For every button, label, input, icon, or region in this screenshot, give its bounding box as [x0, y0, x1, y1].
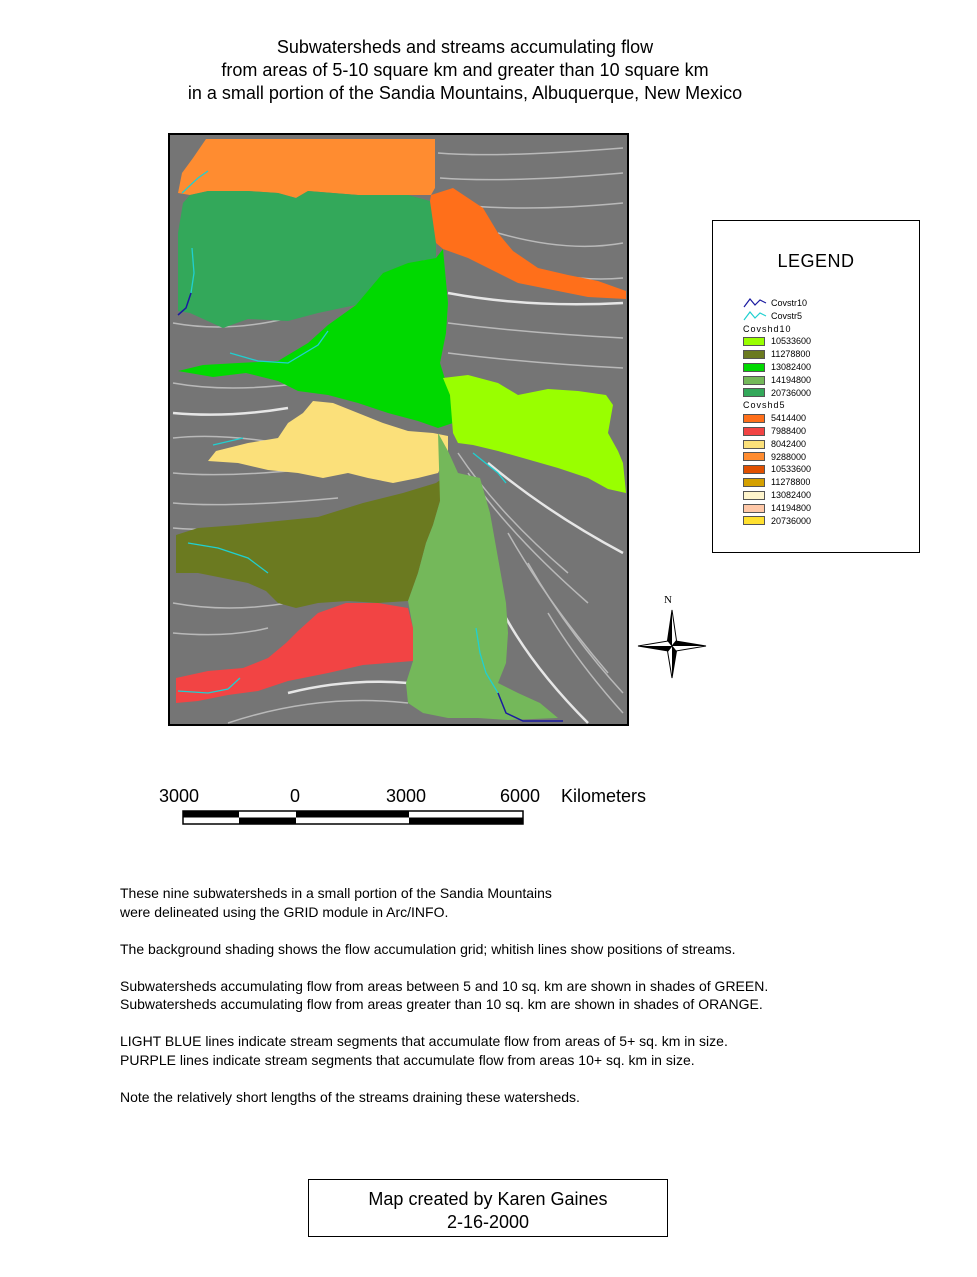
- north-arrow-icon: [636, 596, 708, 680]
- credit-box: [308, 1179, 668, 1237]
- legend-label: 11278800: [771, 477, 811, 488]
- legend-group-covshd10: Covshd10: [743, 323, 792, 334]
- stream-line-icon: [743, 297, 767, 309]
- credit-author: Map created by Karen Gaines: [368, 1189, 608, 1209]
- description: [120, 884, 768, 1125]
- color-swatch: [743, 465, 765, 474]
- legend-label: 10533600: [771, 336, 812, 347]
- legend-item: [743, 361, 811, 374]
- scale-bar: [182, 810, 524, 826]
- legend-item: [743, 515, 811, 528]
- color-swatch: [743, 376, 765, 385]
- map-frame[interactable]: [168, 133, 629, 726]
- legend-item: [743, 438, 811, 451]
- color-swatch: [743, 478, 765, 487]
- legend-label: Covstr10: [771, 298, 808, 308]
- description-line: The background shading shows the flow accumulation grid; whitish lines show positions of streams.: [120, 940, 736, 957]
- description-line: Note the relatively short lengths of the streams draining these watersheds.: [120, 1088, 580, 1105]
- legend-item-covstr5: [743, 310, 811, 323]
- scale-label-3000: 3000: [386, 786, 427, 806]
- scale-label-6000: 6000: [500, 786, 541, 806]
- legend-label: 14194800: [771, 502, 812, 513]
- subwatershed-top-orange[interactable]: [178, 139, 435, 198]
- scale-label-3000-left: 3000: [159, 786, 200, 806]
- credit-date: 2-16-2000: [446, 1212, 530, 1232]
- description-paragraph-2: [120, 940, 768, 959]
- color-swatch: [743, 414, 765, 423]
- color-swatch: [743, 504, 765, 513]
- color-swatch: [743, 452, 765, 461]
- legend-item: [743, 387, 811, 400]
- description-line: Subwatersheds accumulating flow from areas between 5 and 10 sq. km are shown in shades of GREEN.: [120, 977, 769, 994]
- legend-item: [743, 374, 811, 387]
- legend-label: 7988400: [771, 425, 807, 436]
- title-line-3: in a small portion of the Sandia Mountains, Albuquerque, New Mexico: [187, 83, 743, 103]
- north-label: N: [664, 594, 672, 606]
- description-paragraph-4: [120, 1032, 768, 1069]
- legend-item: [743, 502, 811, 515]
- legend: [712, 220, 920, 553]
- map-title: [0, 36, 930, 105]
- stream-line-icon: [743, 310, 767, 322]
- color-swatch: [743, 491, 765, 500]
- legend-item-covstr10: [743, 297, 811, 310]
- color-swatch: [743, 516, 765, 525]
- description-paragraph-5: [120, 1088, 768, 1107]
- legend-label: 8042400: [771, 438, 807, 449]
- legend-item: [743, 463, 811, 476]
- title-line-2: from areas of 5-10 square km and greater than 10 square km: [221, 60, 709, 80]
- legend-group-covshd5: Covshd5: [743, 400, 786, 411]
- description-line: LIGHT BLUE lines indicate stream segments that accumulate flow from areas of 5+ sq. km in size.: [120, 1033, 728, 1049]
- title-line-1: Subwatersheds and streams accumulating flow: [276, 37, 654, 57]
- legend-label: 20736000: [771, 387, 812, 398]
- legend-item: [743, 451, 811, 464]
- description-line: PURPLE lines indicate stream segments that accumulate flow from areas 10+ sq. km in size.: [120, 1051, 695, 1068]
- color-swatch: [743, 337, 765, 346]
- legend-label: 20736000: [771, 515, 812, 526]
- legend-label: Covstr5: [771, 310, 803, 321]
- legend-label: 9288000: [771, 451, 807, 462]
- description-paragraph-3: [120, 977, 768, 1014]
- color-swatch: [743, 350, 765, 359]
- description-paragraph-1: [120, 884, 768, 921]
- scale-label-0: 0: [290, 786, 301, 806]
- legend-item: [743, 348, 811, 361]
- legend-item: [743, 335, 811, 348]
- color-swatch: [743, 427, 765, 436]
- legend-item: [743, 489, 811, 502]
- description-line: Subwatersheds accumulating flow from areas greater than 10 sq. km are shown in shades of ORANGE.: [120, 996, 763, 1012]
- legend-label: 5414400: [771, 413, 807, 424]
- legend-item: [743, 412, 811, 425]
- color-swatch: [743, 440, 765, 449]
- legend-label: 14194800: [771, 374, 812, 385]
- color-swatch: [743, 388, 765, 397]
- legend-item: [743, 476, 811, 489]
- legend-label: 11278800: [771, 349, 811, 360]
- legend-label: 10533600: [771, 464, 812, 475]
- description-line: These nine subwatersheds in a small portion of the Sandia Mountains: [120, 885, 552, 901]
- legend-label: 13082400: [771, 489, 812, 500]
- scale-unit: Kilometers: [561, 786, 647, 806]
- legend-title: LEGEND: [777, 251, 855, 271]
- legend-item: [743, 425, 811, 438]
- color-swatch: [743, 363, 765, 372]
- description-line: were delineated using the GRID module in Arc/INFO.: [120, 903, 449, 920]
- legend-label: 13082400: [771, 361, 812, 372]
- legend-body: [743, 297, 811, 527]
